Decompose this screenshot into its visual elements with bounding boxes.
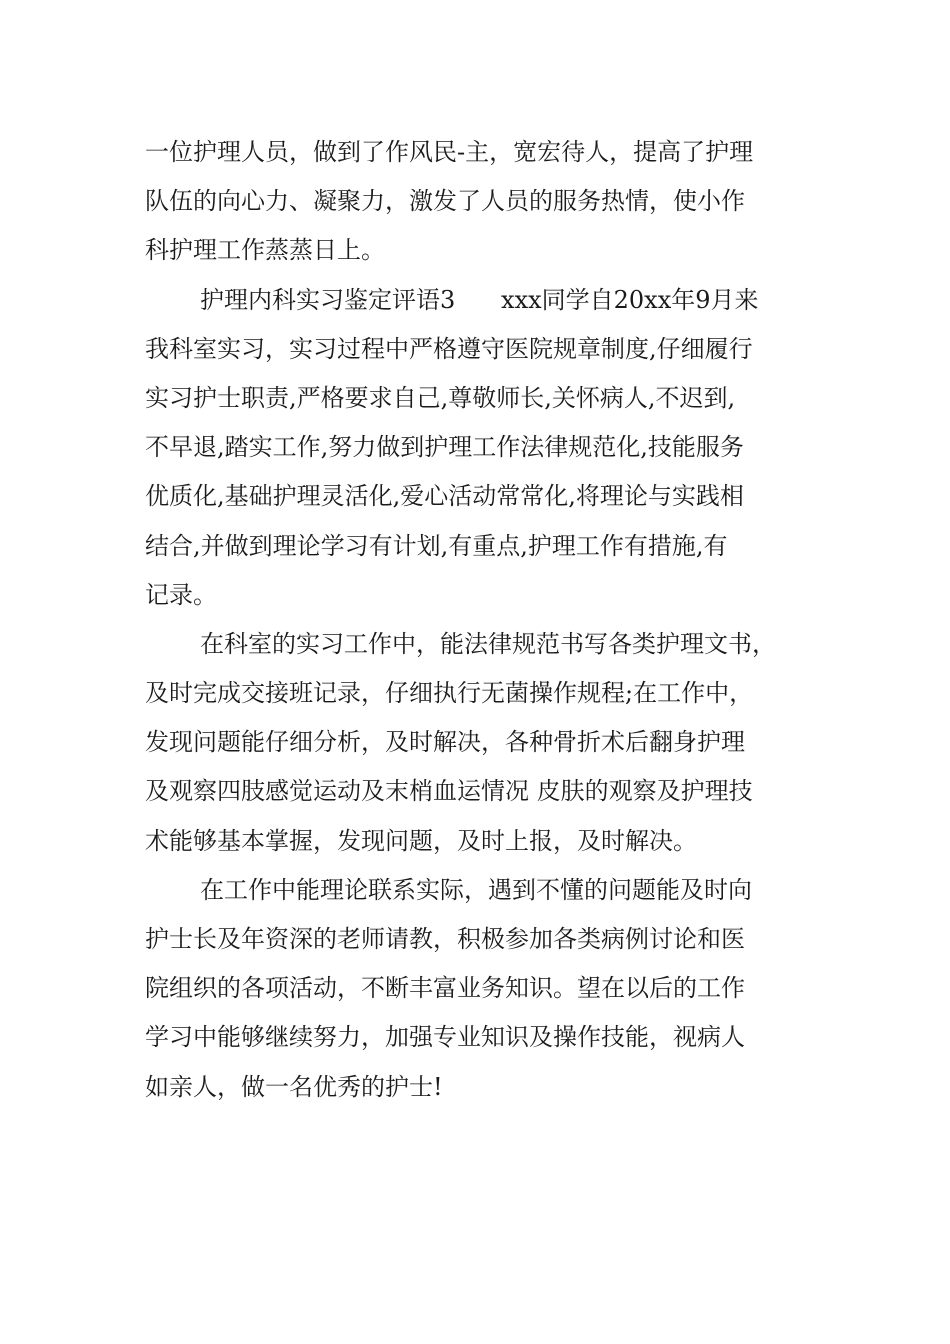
text-line: 实习护士职责,严格要求自己,尊敬师长,关怀病人,不迟到,: [145, 383, 736, 412]
text-line: 不早退,踏实工作,努力做到护理工作法律规范化,技能服务: [145, 433, 744, 462]
text-line: 及观察四肢感觉运动及末梢血运情况 皮肤的观察及护理技: [145, 777, 753, 806]
text-line: 学习中能够继续努力，加强专业知识及操作技能，视病人: [145, 1023, 745, 1052]
text-line: 术能够基本掌握，发现问题，及时上报，及时解决。: [145, 826, 697, 855]
text-line: 我科室实习，实习过程中严格遵守医院规章制度,仔细履行: [145, 334, 753, 363]
text-line: 一位护理人员，做到了作风民-主，宽宏待人，提高了护理: [145, 138, 754, 166]
text-line: 记录。: [145, 580, 217, 609]
text-line: 发现问题能仔细分析，及时解决，各种骨折术后翻身护理: [145, 728, 745, 757]
text-line: 护士长及年资深的老师请教，积极参加各类病例讨论和医: [145, 925, 745, 953]
text-line: 优质化,基础护理灵活化,爱心活动常常化,将理论与实践相: [145, 482, 744, 511]
text-line: 队伍的向心力、凝聚力，激发了人员的服务热情，使小作: [145, 187, 745, 216]
text-line: 院组织的各项活动，不断丰富业务知识。望在以后的工作: [145, 974, 745, 1003]
text-line: 如亲人，做一名优秀的护士!: [145, 1072, 443, 1101]
paragraph-start-line: 在工作中能理论联系实际，遇到不懂的问题能及时向: [200, 875, 752, 904]
text-line: 科护理工作蒸蒸日上。: [145, 236, 385, 265]
text-line: 结合,并做到理论学习有计划,有重点,护理工作有措施,有: [145, 531, 728, 560]
paragraph-start-line: 在科室的实习工作中，能法律规范书写各类护理文书，: [200, 629, 776, 658]
document-body: [145, 128, 815, 1112]
text-line: 及时完成交接班记录，仔细执行无菌操作规程;在工作中，: [145, 679, 754, 708]
section-heading-line: 护理内科实习鉴定评语3 xxx同学自20xx年9月来: [200, 285, 759, 314]
